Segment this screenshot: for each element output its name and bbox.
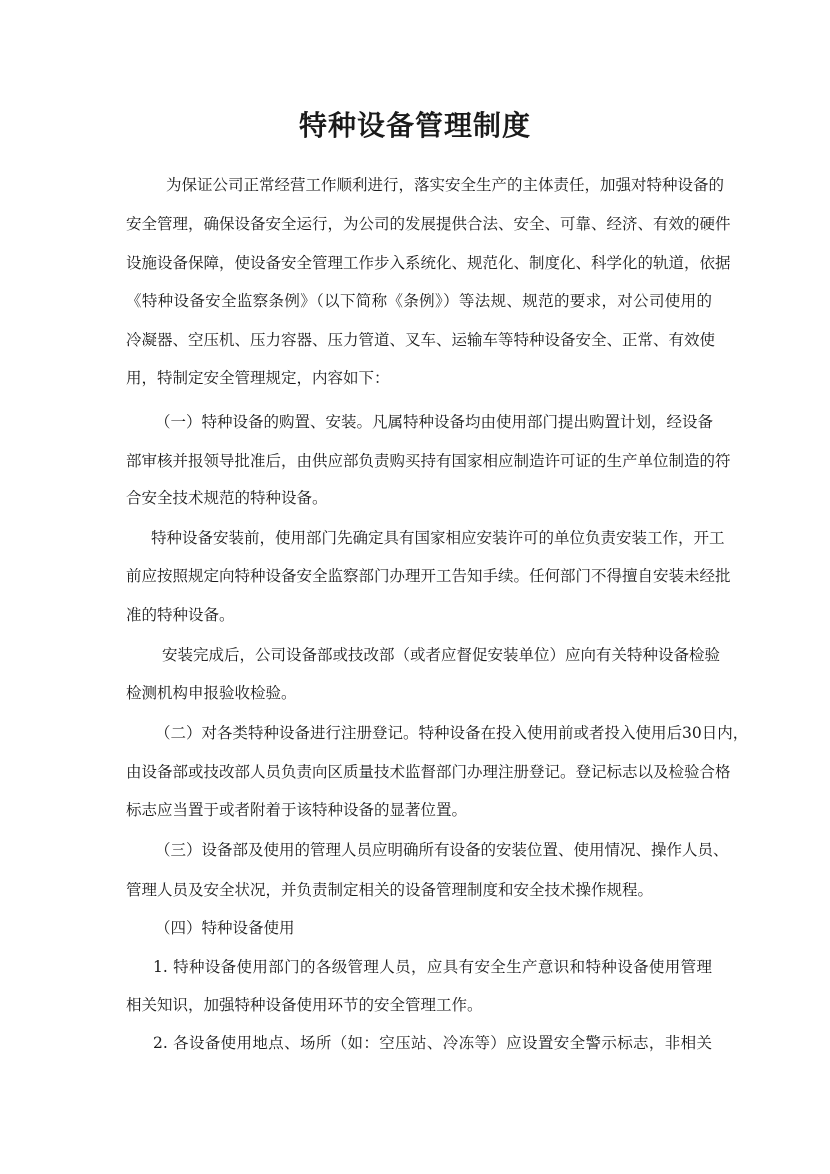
text-line: 冷凝器、空压机、压力容器、压力管道、叉车、运输车等特种设备安全、正常、有效使 — [126, 331, 716, 349]
text-line: （四）特种设备使用 — [155, 919, 295, 937]
text-line: 检测机构申报验收检验。 — [126, 684, 297, 702]
document-title: 特种设备管理制度 — [298, 109, 531, 142]
text-line: 《特种设备安全监察条例》（以下简称《条例》）等法规、规范的要求，对公司使用的 — [126, 292, 712, 310]
text-line: 标志应当置于或者附着于该特种设备的显著位置。 — [126, 801, 468, 819]
text-line: 准的特种设备。 — [126, 606, 235, 624]
text-line: 1. 特种设备使用部门的各级管理人员，应具有安全生产意识和特种设备使用管理 — [153, 958, 712, 976]
text-line: 相关知识，加强特种设备使用环节的安全管理工作。 — [126, 996, 483, 1014]
text-line: 特种设备安装前，使用部门先确定具有国家相应安装许可的单位负责安装工作，开工 — [151, 529, 725, 547]
text-line: 设施设备保障，使设备安全管理工作步入系统化、规范化、制度化、科学化的轨道，依据 — [126, 254, 731, 272]
text-line: （一）特种设备的购置、安装。凡属特种设备均由使用部门提出购置计划，经设备 — [155, 413, 714, 431]
text-line: 为保证公司正常经营工作顺利进行，落实安全生产的主体责任，加强对特种设备的 — [166, 176, 725, 194]
text-line: 管理人员及安全状况，并负责制定相关的设备管理制度和安全技术操作规程。 — [126, 881, 654, 899]
text-line: （二）对各类特种设备进行注册登记。特种设备在投入使用前或者投入使用后30日内， — [155, 724, 749, 742]
text-line: 安全管理，确保设备安全运行，为公司的发展提供合法、安全、可靠、经济、有效的硬件 — [126, 215, 731, 233]
text-line: 合安全技术规范的特种设备。 — [126, 489, 328, 507]
text-line: （三）设备部及使用的管理人员应明确所有设备的安装位置、使用情况、操作人员、 — [155, 841, 729, 859]
text-line: 用，特制定安全管理规定，内容如下： — [126, 369, 390, 387]
text-line: 前应按照规定向特种设备安全监察部门办理开工告知手续。任何部门不得擅自安装未经批 — [126, 567, 731, 585]
text-line: 由设备部或技改部人员负责向区质量技术监督部门办理注册登记。登记标志以及检验合格 — [126, 763, 731, 781]
text-line: 部审核并报领导批准后，由供应部负责购买持有国家相应制造许可证的生产单位制造的符 — [126, 452, 731, 470]
text-line: 2. 各设备使用地点、场所（如：空压站、冷冻等）应设置安全警示标志，非相关 — [153, 1034, 712, 1052]
text-line: 安装完成后，公司设备部或技改部（或者应督促安装单位）应向有关特种设备检验 — [162, 646, 721, 664]
